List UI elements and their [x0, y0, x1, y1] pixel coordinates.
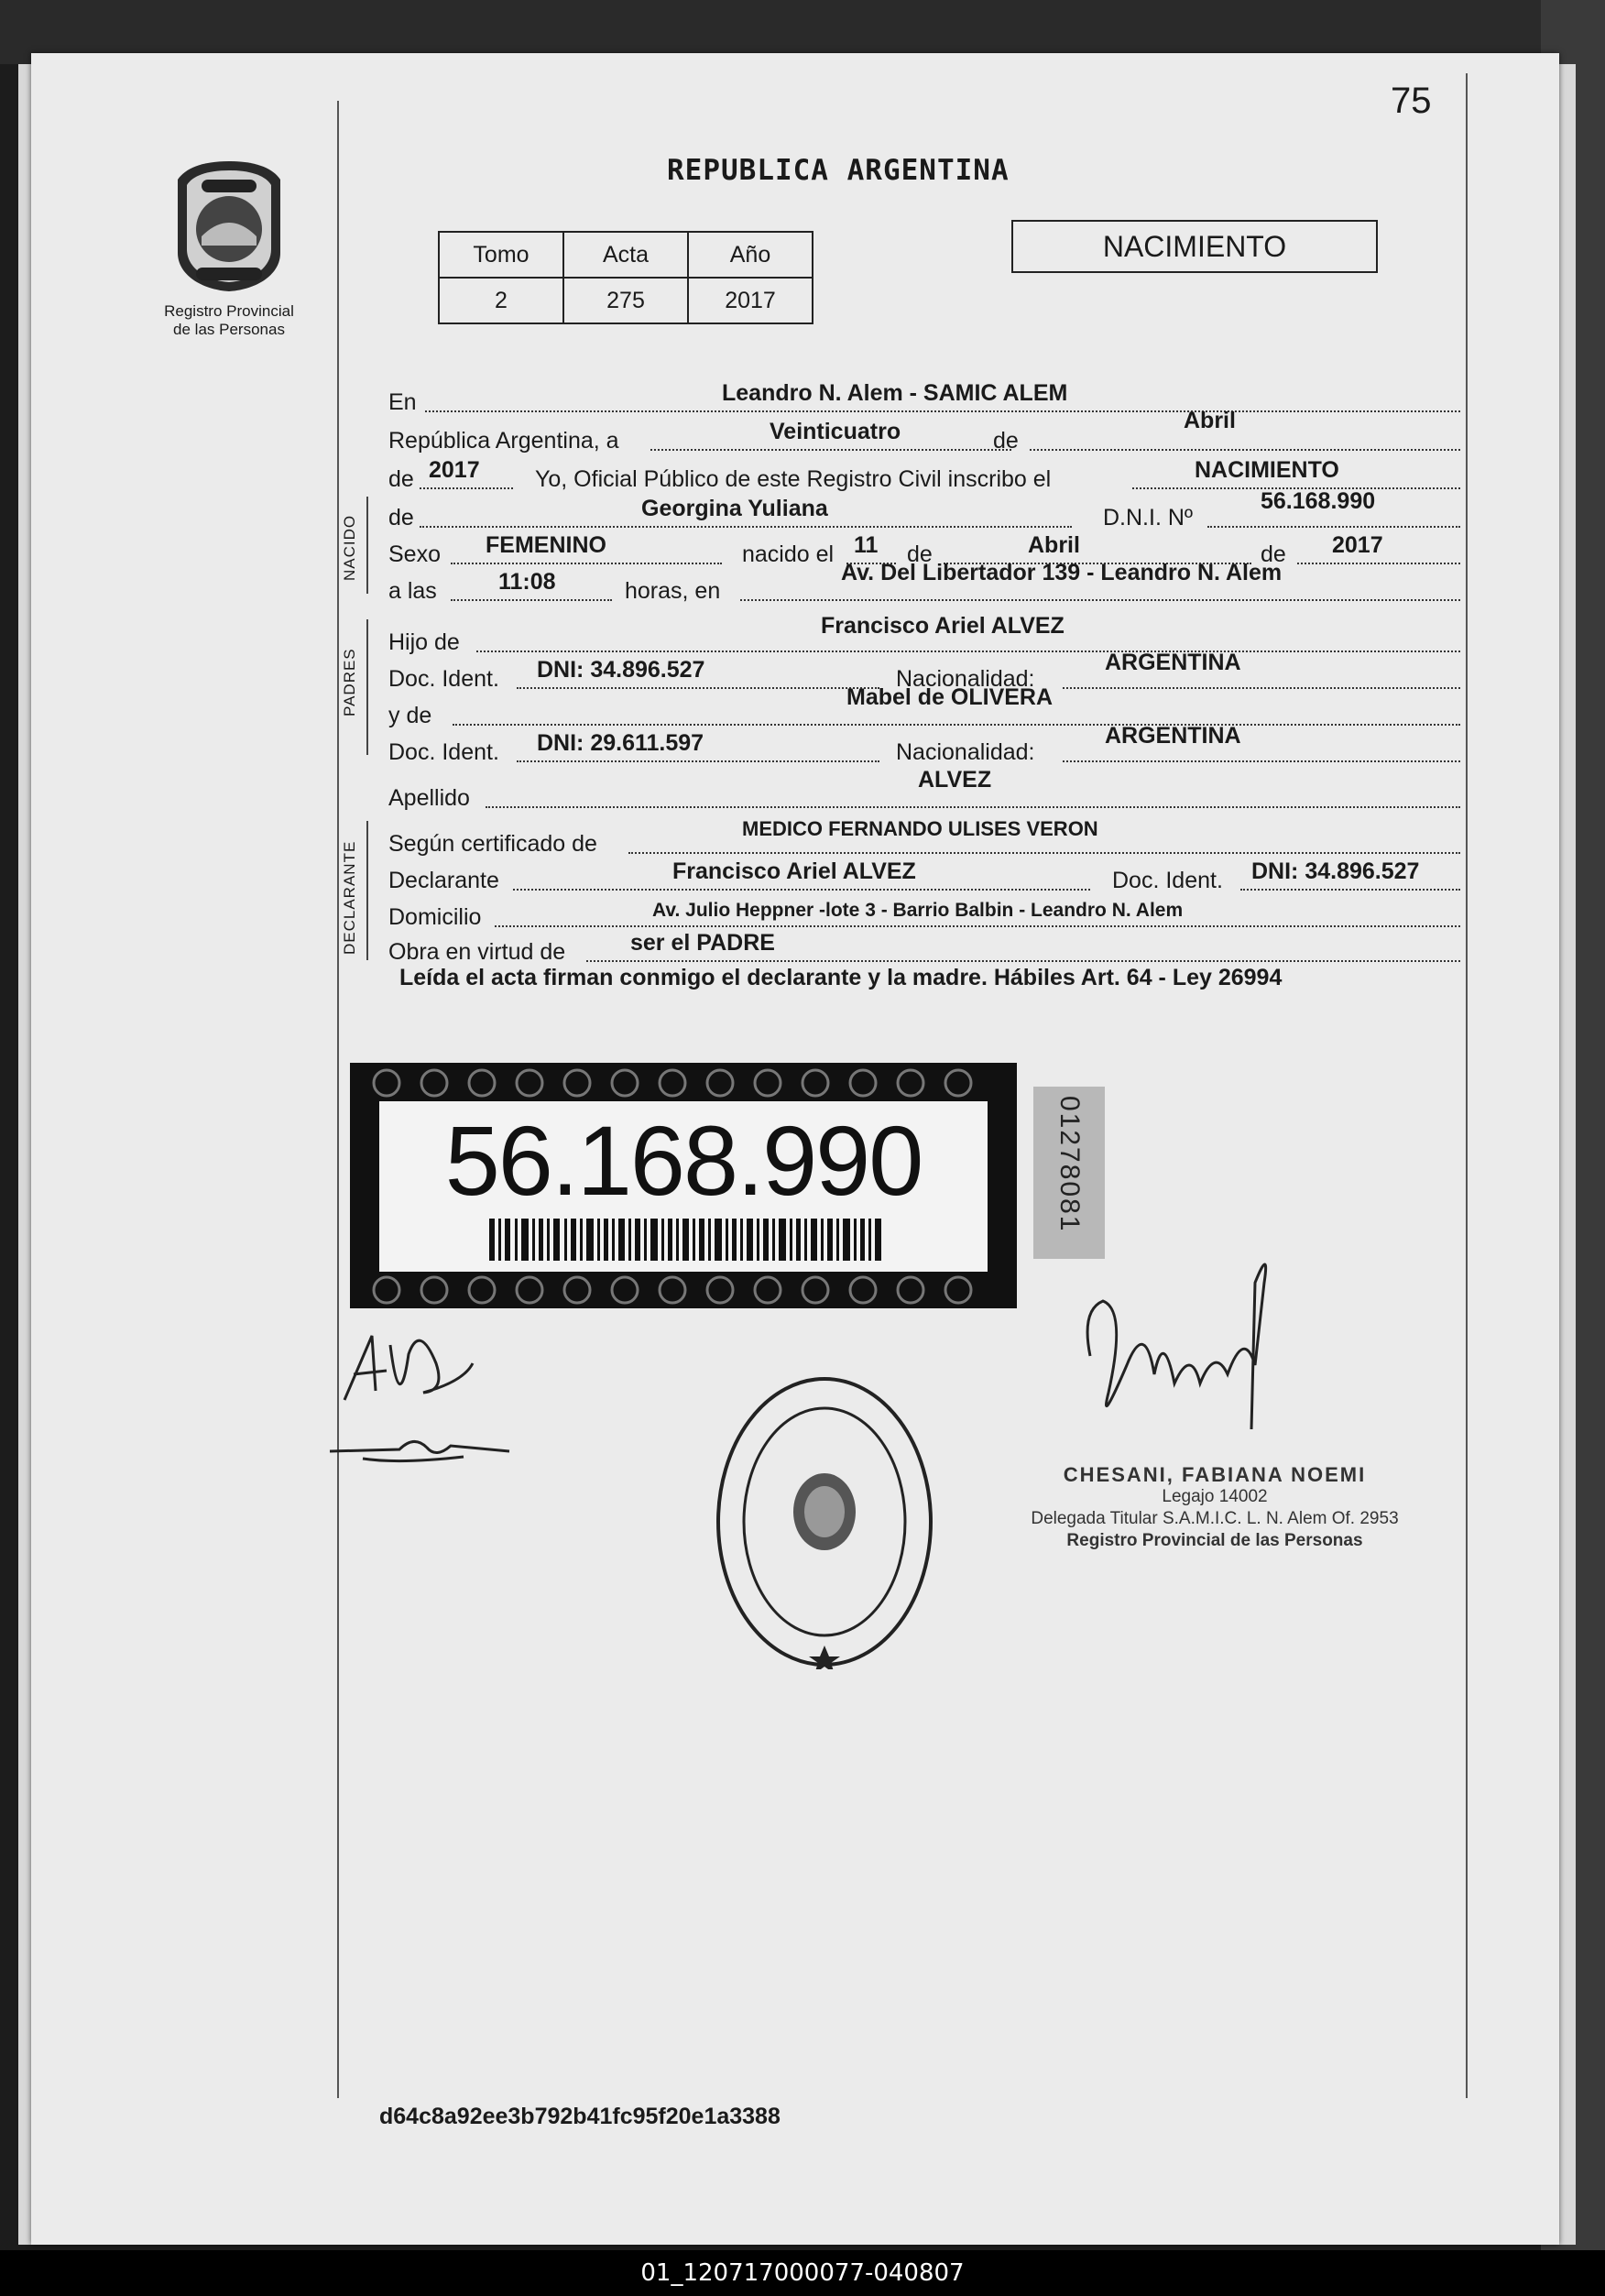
row-mother-doc	[388, 723, 1442, 766]
registry-caption	[137, 302, 321, 339]
row-hora	[388, 560, 1442, 605]
dotted-line	[451, 563, 722, 564]
section-divider	[366, 821, 368, 960]
section-nacido: NACIDO	[341, 514, 358, 581]
dotted-line	[420, 487, 513, 489]
dotted-line	[513, 889, 1090, 891]
row-domicilio	[388, 894, 1442, 931]
label-decl-doc: Doc. Ident.	[1112, 868, 1223, 893]
row-obra	[388, 929, 1442, 966]
label-nacido-el: nacido el	[742, 541, 835, 567]
label-de3: de	[388, 505, 414, 530]
value-mother-name: Mabel de OLIVERA	[846, 684, 1054, 710]
dotted-line	[1030, 449, 1460, 451]
value-obra: ser el PADRE	[630, 930, 775, 956]
official-stamp-text	[1004, 1464, 1425, 1552]
dotted-line	[451, 599, 612, 601]
label-obra: Obra en virtud de	[388, 939, 566, 965]
value-month: Abril	[1184, 408, 1236, 433]
value-year: 2017	[429, 457, 480, 483]
dotted-line	[740, 599, 1460, 601]
label-horas: horas, en	[625, 578, 721, 604]
official-legajo: Legajo 14002	[1162, 1487, 1268, 1506]
page-title: REPUBLICA ARGENTINA	[667, 154, 1010, 187]
label-a-las: a las	[388, 578, 437, 604]
official-name: CHESANI, FABIANA NOEMI	[1063, 1463, 1367, 1486]
label-oficial: Yo, Oficial Público de este Registro Civil inscribo el	[535, 466, 1052, 492]
dotted-line	[517, 687, 879, 689]
legal-statement: Leída el acta firman conmigo el declarante y la madre. Hábiles Art. 64 - Ley 26994	[399, 965, 1283, 990]
value-name: Georgina Yuliana	[641, 496, 828, 521]
registry-caption-line2: de las Personas	[173, 321, 285, 338]
row-apellido	[388, 767, 1442, 812]
margin-line-left	[337, 101, 339, 2098]
margin-line-right	[1466, 73, 1468, 2098]
serial-number: 01278081	[1054, 1096, 1085, 1233]
value-sexo: FEMENINO	[486, 532, 606, 558]
id-number-stamp	[350, 1063, 1017, 1308]
value-decl-doc: DNI: 34.896.527	[1251, 858, 1420, 884]
dotted-line	[1063, 687, 1460, 689]
label-nacionalidad: Nacionalidad:	[896, 666, 1035, 692]
row-y-de	[388, 684, 1442, 729]
registry-seal-icon	[715, 1374, 934, 1669]
signature-mother-icon	[326, 1427, 528, 1473]
section-divider	[366, 619, 368, 755]
official-role: Delegada Titular S.A.M.I.C. L. N. Alem Of. 2953	[1031, 1509, 1399, 1528]
dotted-line	[420, 526, 1072, 528]
label-hijo-de: Hijo de	[388, 629, 460, 655]
header-anio: Año	[688, 232, 813, 278]
label-apellido: Apellido	[388, 785, 470, 811]
value-apellido: ALVEZ	[918, 767, 992, 793]
dotted-line	[1297, 563, 1460, 564]
value-en: Leandro N. Alem - SAMIC ALEM	[722, 380, 1068, 406]
section-divider	[366, 497, 368, 594]
dotted-line	[1240, 889, 1460, 891]
label-doc-ident: Doc. Ident.	[388, 666, 499, 692]
label-domicilio: Domicilio	[388, 904, 482, 930]
label-doc-ident: Doc. Ident.	[388, 739, 499, 765]
stamp-id-number: 56.168.990	[444, 1105, 923, 1216]
value-father-doc: DNI: 34.896.527	[537, 657, 705, 683]
dotted-line	[628, 852, 1460, 854]
label-dni: D.N.I. Nº	[1103, 505, 1194, 530]
section-declarante: DECLARANTE	[341, 840, 358, 955]
value-mother-nationality: ARGENTINA	[1105, 723, 1241, 749]
label-de: de	[993, 428, 1019, 454]
barcode-icon	[489, 1219, 883, 1261]
section-padres: PADRES	[341, 648, 358, 716]
header-tomo: Tomo	[439, 232, 563, 278]
signature-declarant-icon	[335, 1327, 491, 1437]
row-name	[388, 488, 1442, 531]
value-dni: 56.168.990	[1261, 488, 1376, 514]
value-father-nationality: ARGENTINA	[1105, 650, 1241, 675]
value-inscribo: NACIMIENTO	[1195, 457, 1339, 483]
page-number: 75	[1391, 81, 1432, 121]
value-day: Veinticuatro	[770, 419, 901, 444]
row-oficial	[388, 456, 1442, 493]
dotted-line	[650, 449, 1011, 451]
dotted-line	[476, 651, 1460, 652]
label-y-de: y de	[388, 703, 432, 728]
label-nacionalidad: Nacionalidad:	[896, 739, 1035, 765]
record-type-box: NACIMIENTO	[1011, 220, 1378, 273]
label-de2: de	[388, 466, 414, 492]
record-table	[438, 231, 813, 324]
value-birth-place: Av. Del Libertador 139 - Leandro N. Alem	[841, 560, 1283, 585]
row-hijo-de	[388, 613, 1442, 656]
label-republica: República Argentina, a	[388, 428, 619, 454]
row-segun	[388, 817, 1442, 858]
dotted-line	[1063, 760, 1460, 762]
dotted-line	[495, 925, 1460, 927]
registry-emblem-icon	[165, 158, 293, 293]
official-office: Registro Provincial de las Personas	[1066, 1531, 1363, 1550]
dotted-line	[517, 760, 879, 762]
footer-id: 01_120717000077-040807	[0, 2250, 1605, 2296]
value-birth-time: 11:08	[498, 569, 556, 595]
registry-caption-line1: Registro Provincial	[164, 302, 294, 320]
label-de5: de	[1261, 541, 1286, 567]
label-segun: Según certificado de	[388, 831, 597, 857]
value-certificado: MEDICO FERNANDO ULISES VERON	[742, 817, 1098, 840]
value-tomo: 2	[439, 278, 563, 323]
row-declarante	[388, 858, 1442, 894]
row-date	[388, 408, 1442, 454]
value-father-name: Francisco Ariel ALVEZ	[821, 613, 1065, 639]
dotted-line	[1207, 526, 1460, 528]
value-birth-month: Abril	[1028, 532, 1080, 558]
value-birth-year: 2017	[1332, 532, 1383, 558]
value-declarante: Francisco Ariel ALVEZ	[672, 858, 916, 884]
value-birth-day: 11	[854, 532, 879, 558]
label-sexo: Sexo	[388, 541, 441, 567]
signature-official-icon	[1072, 1246, 1310, 1484]
document-hash: d64c8a92ee3b792b41fc95f20e1a3388	[379, 2104, 781, 2129]
dotted-line	[486, 806, 1460, 808]
row-en	[388, 379, 1442, 416]
value-mother-doc: DNI: 29.611.597	[537, 730, 704, 756]
stamp-label	[379, 1101, 988, 1272]
label-en: En	[388, 389, 417, 415]
dotted-line	[453, 724, 1460, 726]
label-declarante: Declarante	[388, 868, 499, 893]
value-domicilio: Av. Julio Heppner -lote 3 - Barrio Balbin - Leandro N. Alem	[652, 900, 1184, 921]
value-anio: 2017	[688, 278, 813, 323]
header-acta: Acta	[563, 232, 688, 278]
label-de4: de	[907, 541, 933, 567]
value-acta: 275	[563, 278, 688, 323]
dotted-line	[425, 410, 1460, 412]
